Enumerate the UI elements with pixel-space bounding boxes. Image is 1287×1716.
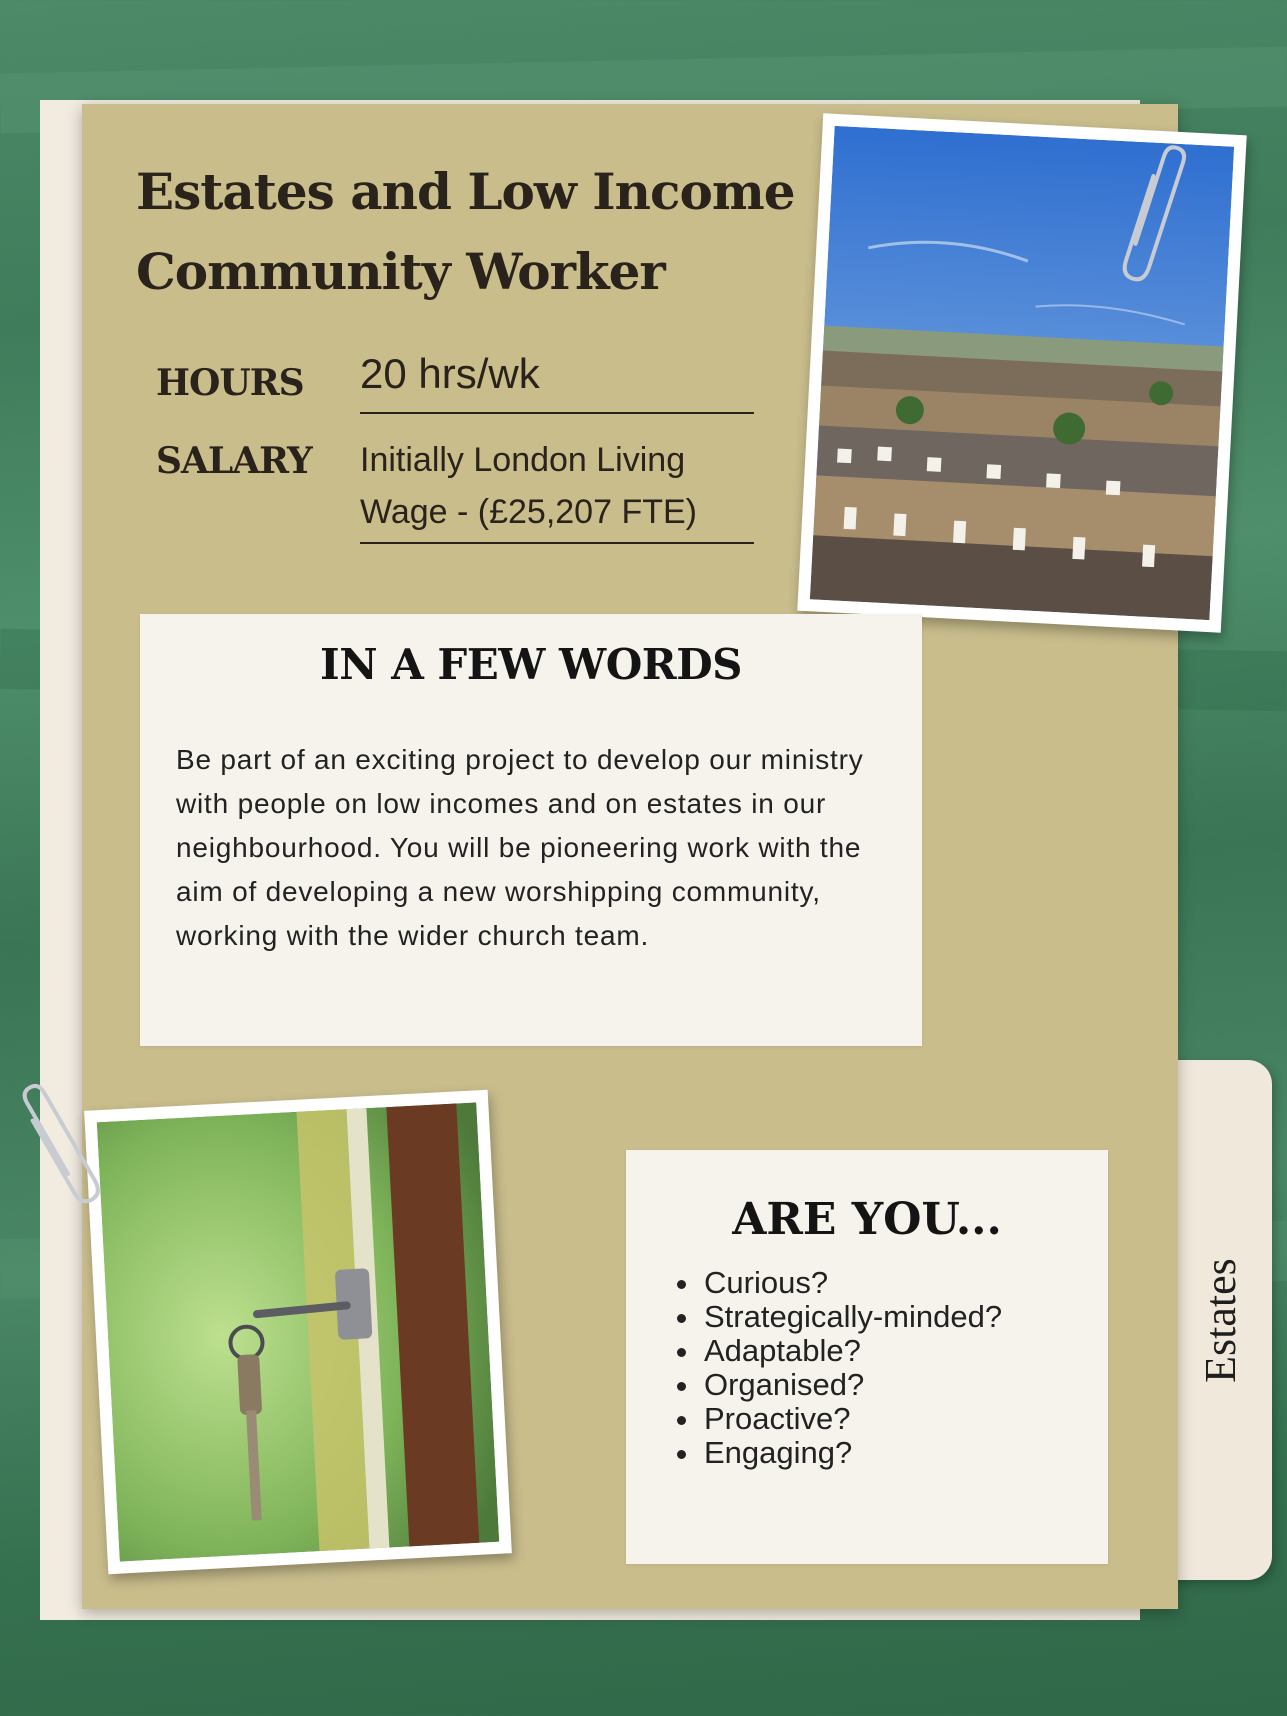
hours-value: 20 hrs/wk [360, 350, 754, 414]
page-title: Estates and Low Income Community Worker [136, 162, 795, 301]
keys-in-door-image [97, 1102, 500, 1561]
list-item: • Engaging? [702, 1436, 1002, 1470]
are-you-list [676, 1266, 1002, 1470]
tab-label-text: Estates [1195, 1257, 1245, 1383]
salary-label: SALARY [156, 440, 312, 482]
list-item: • Strategically-minded? [702, 1300, 1002, 1334]
list-item: • Curious? [702, 1266, 1002, 1300]
salary-value: Initially London Living Wage - (£25,207 FTE) [360, 434, 754, 544]
list-item: • Adaptable? [702, 1334, 1002, 1368]
list-item: • Proactive? [702, 1402, 1002, 1436]
are-you-heading: ARE YOU... [732, 1194, 1002, 1245]
in-a-few-words-body: Be part of an exciting project to develop our ministry with people on low incomes and on estates in our neighbourhood. You will be pioneering work with the aim of developing a new worshipping community, working with the wider church team. [176, 744, 864, 951]
list-item: • Organised? [702, 1368, 1002, 1402]
in-a-few-words-heading: IN A FEW WORDS [320, 640, 742, 689]
folder-tab-label [1168, 1060, 1272, 1580]
hours-label: HOURS [156, 362, 304, 404]
keys-in-door-photo [84, 1090, 512, 1575]
